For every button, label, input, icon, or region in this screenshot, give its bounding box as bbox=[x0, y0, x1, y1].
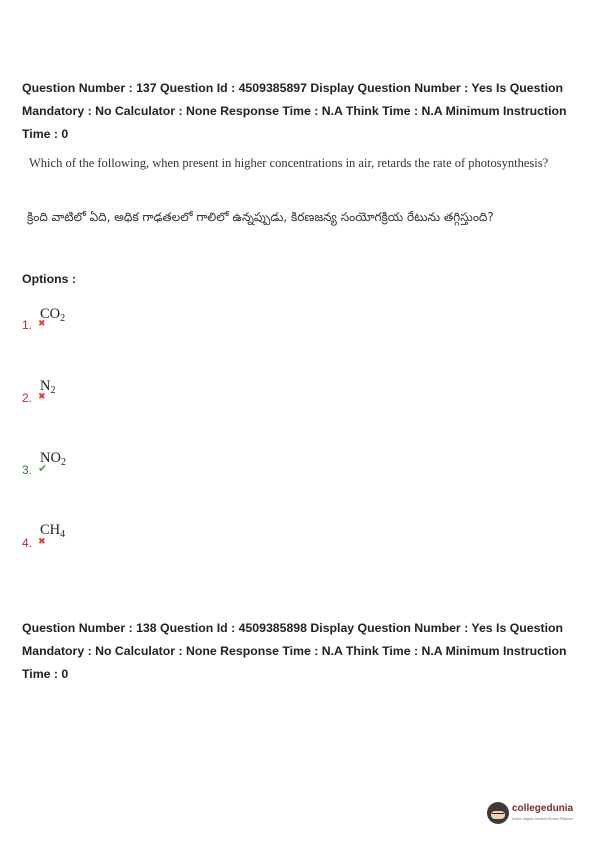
option-number: 3. bbox=[22, 463, 33, 477]
formula-base: NO bbox=[40, 450, 61, 466]
question-text-english: Which of the following, when present in higher concentrations in air, retards the rate of photosynthesis? bbox=[29, 156, 549, 170]
option-number: 1. bbox=[22, 318, 33, 332]
option-3-formula bbox=[40, 450, 66, 468]
cross-icon: ✖ bbox=[38, 319, 46, 329]
option-2-formula bbox=[40, 378, 55, 396]
question-137-header: Question Number : 137 Question Id : 4509385897 Display Question Number : Yes Is Question Mandatory : No Calculator : None Response Time : N.A Think Time : N.A Minimum Instruction Time : 0 bbox=[22, 81, 567, 141]
logo-tagline: India's largest Student Review Platform bbox=[512, 817, 573, 821]
option-number: 4. bbox=[22, 536, 33, 550]
formula-subscript: 2 bbox=[50, 385, 56, 396]
formula-base: CO bbox=[40, 306, 61, 322]
formula-base: CH bbox=[40, 522, 61, 538]
formula-subscript: 4 bbox=[60, 529, 66, 540]
formula-subscript: 2 bbox=[60, 313, 66, 324]
formula-base: N bbox=[40, 378, 51, 394]
mascot-icon bbox=[487, 802, 509, 824]
cross-icon: ✖ bbox=[38, 392, 46, 402]
logo-name: collegedunia bbox=[512, 803, 574, 814]
option-1-formula bbox=[40, 306, 65, 324]
cross-icon: ✖ bbox=[38, 537, 46, 547]
formula-subscript: 2 bbox=[60, 457, 66, 468]
option-number: 2. bbox=[22, 391, 33, 405]
question-text-telugu: క్రింది వాటిలో ఏది, అధిక గాఢతలలో గాలిలో ఉన్నప్పుడు, కిరణజన్య సంయోగక్రియ రేటును తగ్గిస్తుంది? bbox=[27, 210, 494, 224]
options-label: Options : bbox=[22, 272, 76, 286]
check-icon: ✔ bbox=[38, 462, 48, 475]
question-138-header: Question Number : 138 Question Id : 4509385898 Display Question Number : Yes Is Question Mandatory : No Calculator : None Response Time : N.A Think Time : N.A Minimum Instruction Time : 0 bbox=[22, 621, 567, 681]
option-4-formula bbox=[40, 522, 65, 540]
collegedunia-logo bbox=[487, 800, 574, 830]
